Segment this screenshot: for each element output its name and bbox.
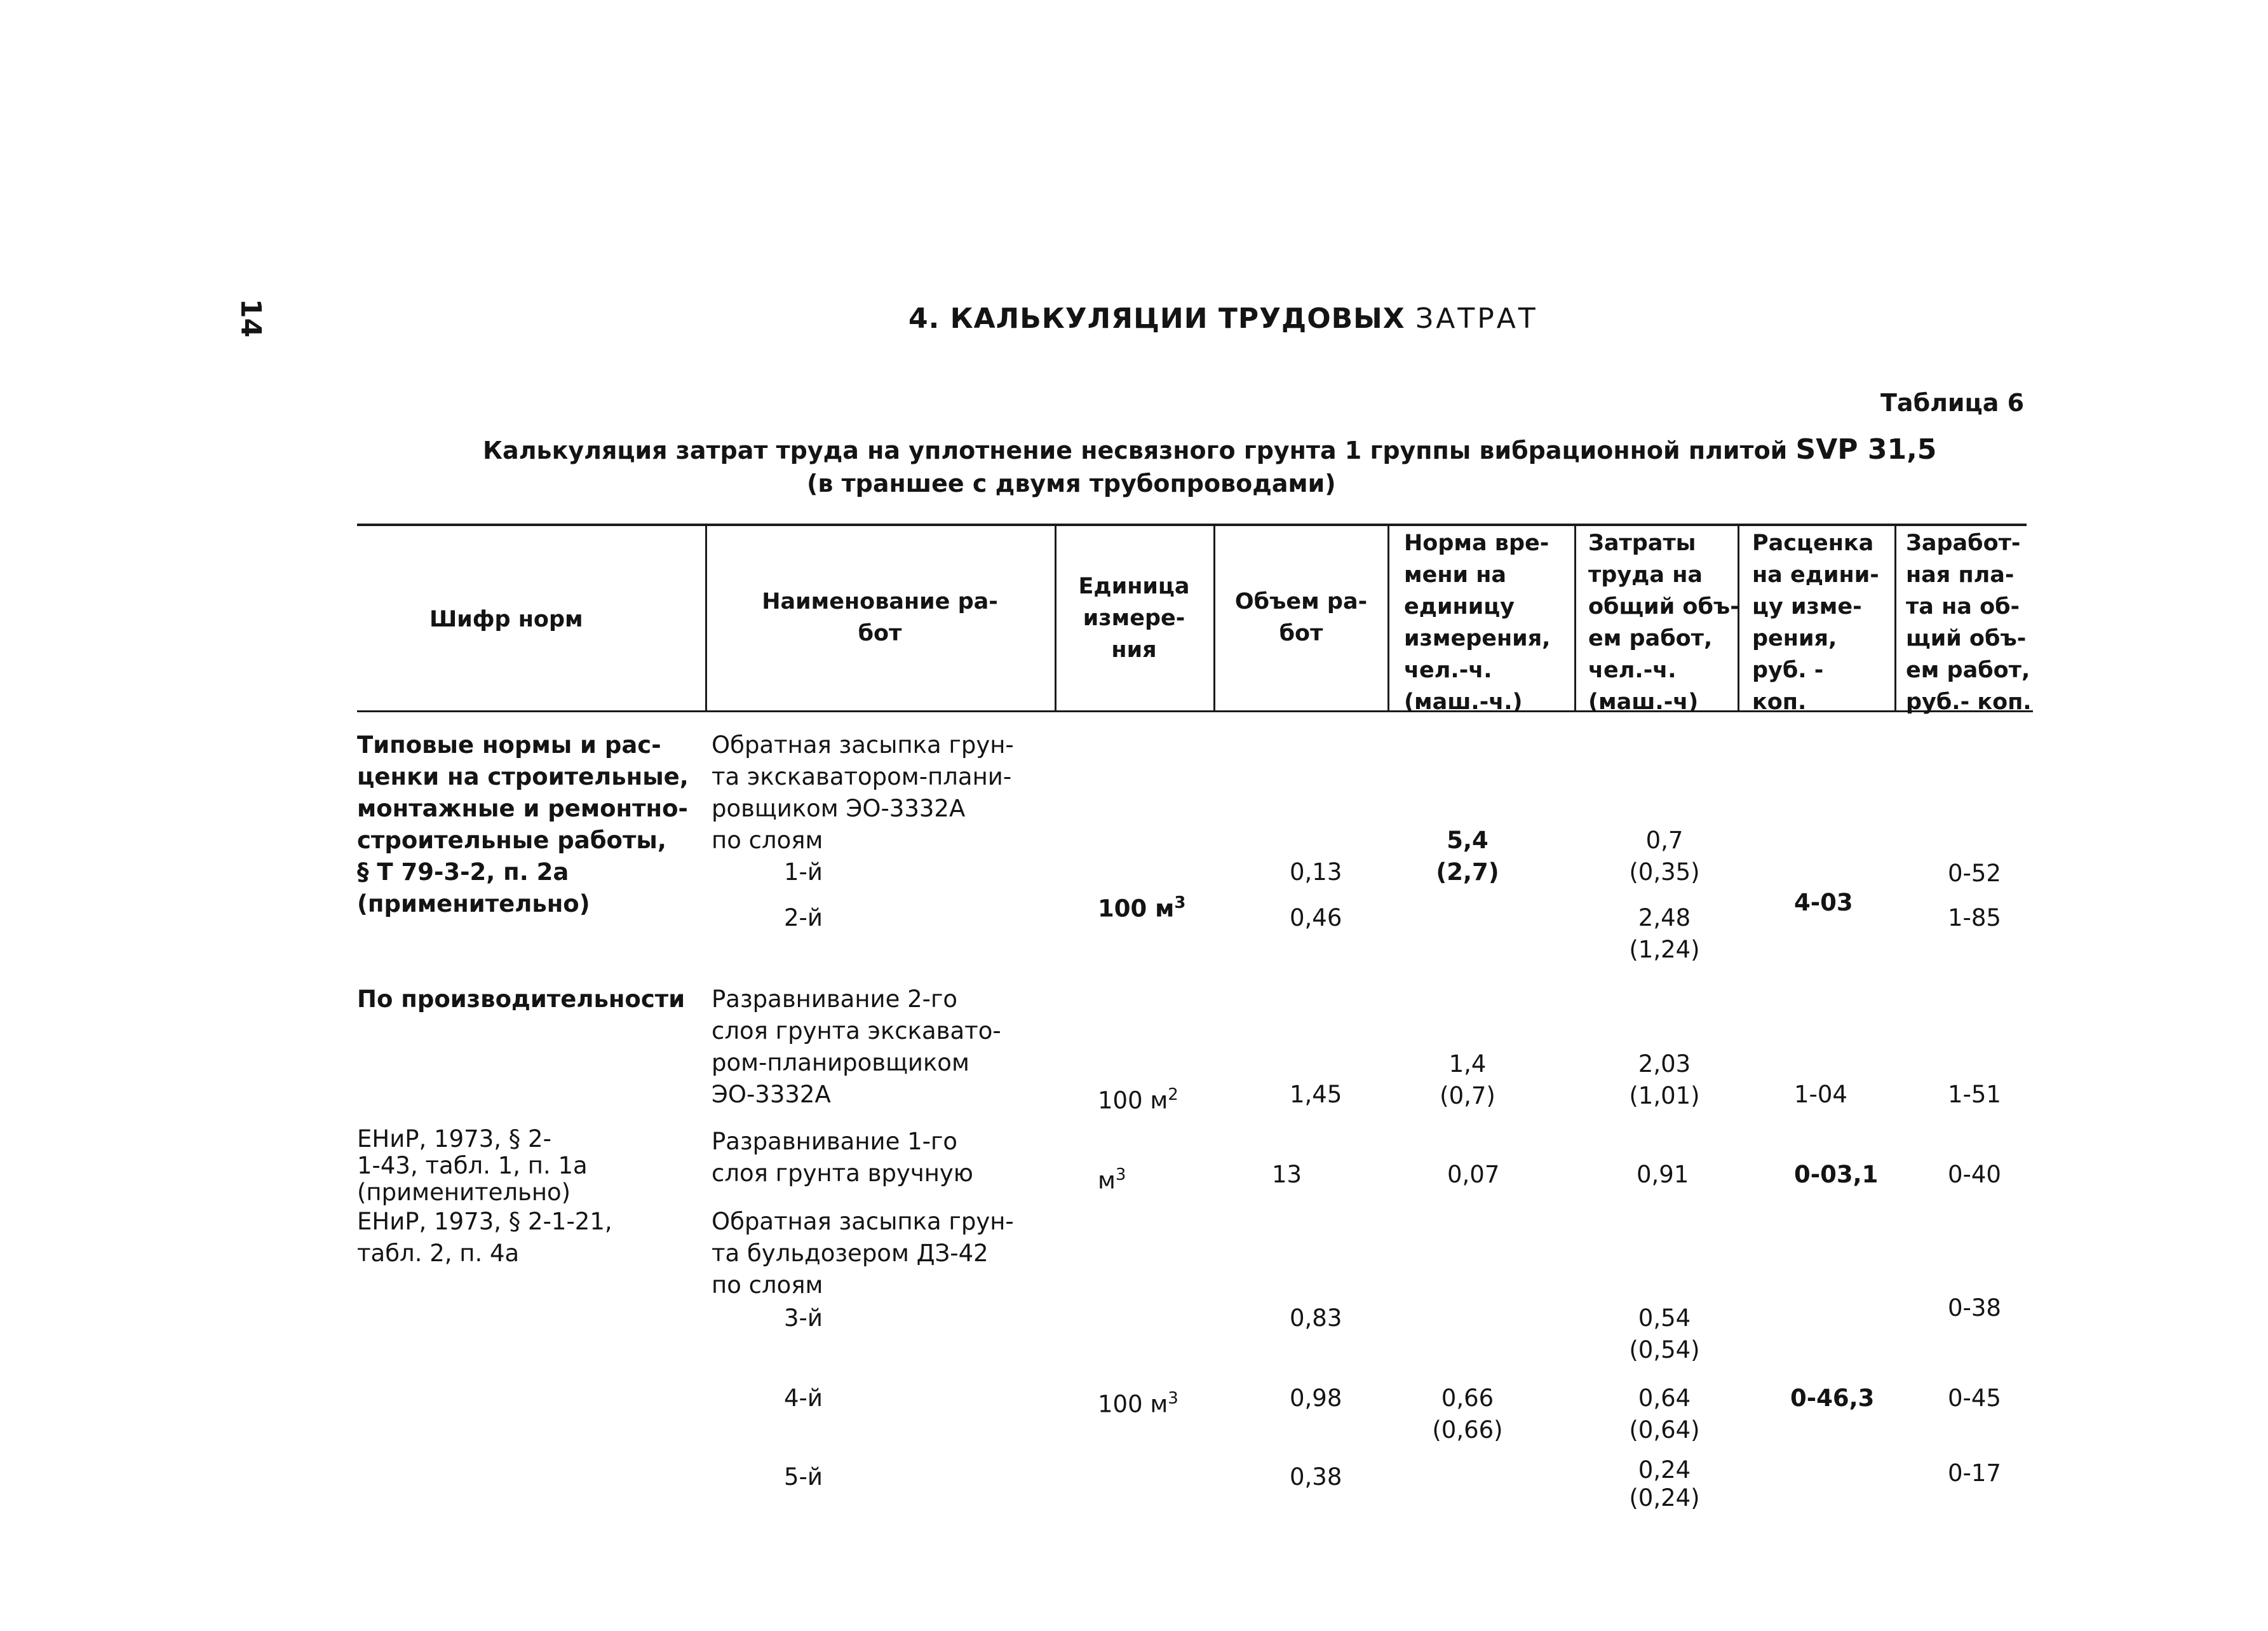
row3-wage: 0-40 — [1948, 1161, 2001, 1188]
header-time-norm: Норма вре- мени на единицу измерения, чел.-ч. (маш.-ч.) — [1404, 531, 1551, 715]
header-wage: Зарабoт- ная пла- та на об- щий объ- ем работ, руб.- коп. — [1906, 531, 2032, 715]
row3-norm: 0,07 — [1447, 1161, 1500, 1188]
header-rate: Расценка на едини- цу изме- рения, руб. - коп. — [1752, 531, 1879, 715]
header-code: Шифр норм — [429, 607, 583, 632]
row3-work-name: Разравнивание 1-го слоя грунта вручную — [712, 1128, 973, 1187]
caption-code: SVP 31,5 — [1795, 433, 1937, 466]
row4-cost-4: 0,64 (0,64) — [1629, 1384, 1700, 1444]
row2-norm: 1,4 (0,7) — [1440, 1050, 1495, 1109]
row1-layer-1: 1-й — [784, 858, 823, 886]
col-divider-1 — [705, 526, 707, 712]
row2-volume: 1,45 — [1290, 1081, 1342, 1108]
section-heading-main: 4. КАЛЬКУЛЯЦИИ ТРУДОВЫХ — [908, 302, 1405, 335]
row1-wage-2: 1-85 — [1948, 904, 2001, 931]
row3-rate: 0-03,1 — [1794, 1161, 1879, 1188]
row4-layer-3: 3-й — [784, 1304, 823, 1332]
table-top-rule — [357, 524, 2027, 526]
row1-code: Типовые нормы и рас- ценки на строительные, монтажные и ремонтно- строительные работы, § Т 79-3-2, п. 2а (применительно) — [357, 731, 689, 917]
caption-line-2: (в траншее с двумя трубопроводами) — [807, 470, 1336, 497]
header-work-name: Наименование ра- бот — [762, 589, 998, 646]
row2-cost: 2,03 (1,01) — [1629, 1050, 1700, 1109]
row4-work-name: Обратная засыпка грун- та бульдозером ДЗ-42 по слоям — [712, 1208, 1014, 1299]
row4-layer-5: 5-й — [784, 1463, 823, 1491]
row4-norm: 0,66 (0,66) — [1432, 1384, 1503, 1444]
header-volume: Объем ра- бот — [1234, 589, 1368, 646]
table-caption — [483, 433, 1936, 500]
row4-cost-5: 0,24 (0,24) — [1629, 1456, 1700, 1512]
row1-rate: 4-03 — [1794, 889, 1853, 916]
row3-code: ЕНиР, 1973, § 2- 1-43, табл. 1, п. 1а (применительно) — [357, 1125, 588, 1206]
row4-code: ЕНиР, 1973, § 2-1-21, табл. 2, п. 4а — [357, 1208, 612, 1267]
row4-wage-5: 0-17 — [1948, 1459, 2001, 1487]
row3-volume: 13 — [1272, 1161, 1302, 1188]
row1-norm: 5,4 (2,7) — [1436, 827, 1499, 886]
row1-wage-1: 0-52 — [1948, 860, 2001, 887]
row4-volume-4: 0,98 — [1290, 1384, 1342, 1412]
row3-cost: 0,91 — [1637, 1161, 1689, 1188]
row1-cost-1: 0,7 (0,35) — [1629, 827, 1700, 886]
row1-layer-2: 2-й — [784, 904, 823, 931]
page-number: 14 — [234, 299, 267, 338]
header-labor-cost: Затраты труда на общий объ- ем работ, чел.-ч. (маш.-ч) — [1588, 531, 1739, 715]
row1-volume-2: 0,46 — [1290, 904, 1342, 931]
caption-line-1: Калькуляция затрат труда на уплотнение несвязного грунта 1 группы вибрационной плитой — [483, 437, 1788, 464]
row1-cost-2: 2,48 (1,24) — [1629, 904, 1700, 963]
table-label: Таблица 6 — [1880, 389, 2025, 417]
row4-rate: 0-46,3 — [1790, 1384, 1875, 1412]
col-divider-2 — [1055, 526, 1056, 712]
row2-work-name: Разравнивание 2-го слоя грунта экскавато- ром-планировщиком ЭО-3332А — [712, 985, 1001, 1108]
col-divider-3 — [1213, 526, 1215, 712]
row2-unit: 100 $м^2$ — [1098, 1085, 1178, 1114]
row2-code: По производительности — [357, 985, 685, 1013]
row1-work-name: Обратная засыпка грун- та экскаватором-плани- ровщиком ЭО-3332А по слоям — [712, 731, 1014, 854]
section-heading — [908, 302, 1538, 335]
row3-unit: $м^3$ — [1098, 1165, 1126, 1194]
header-unit: Единица измере- ния — [1078, 574, 1190, 663]
row4-wage-4: 0-45 — [1948, 1384, 2001, 1412]
section-heading-tail: ЗАТРАТ — [1415, 302, 1538, 335]
row1-unit: 100 $м^3$ — [1098, 893, 1186, 923]
row4-wage-3: 0-38 — [1948, 1294, 2001, 1322]
row4-unit: 100 $м^3$ — [1098, 1389, 1178, 1418]
col-divider-4 — [1387, 526, 1389, 712]
row4-layer-4: 4-й — [784, 1384, 823, 1412]
row4-volume-3: 0,83 — [1290, 1304, 1342, 1332]
col-divider-7 — [1894, 526, 1896, 712]
row2-rate: 1-04 — [1794, 1081, 1847, 1108]
row2-wage: 1-51 — [1948, 1081, 2001, 1108]
row4-cost-3: 0,54 (0,54) — [1629, 1304, 1700, 1364]
col-divider-5 — [1574, 526, 1576, 712]
row4-volume-5: 0,38 — [1290, 1463, 1342, 1491]
row1-volume-1: 0,13 — [1290, 858, 1342, 886]
